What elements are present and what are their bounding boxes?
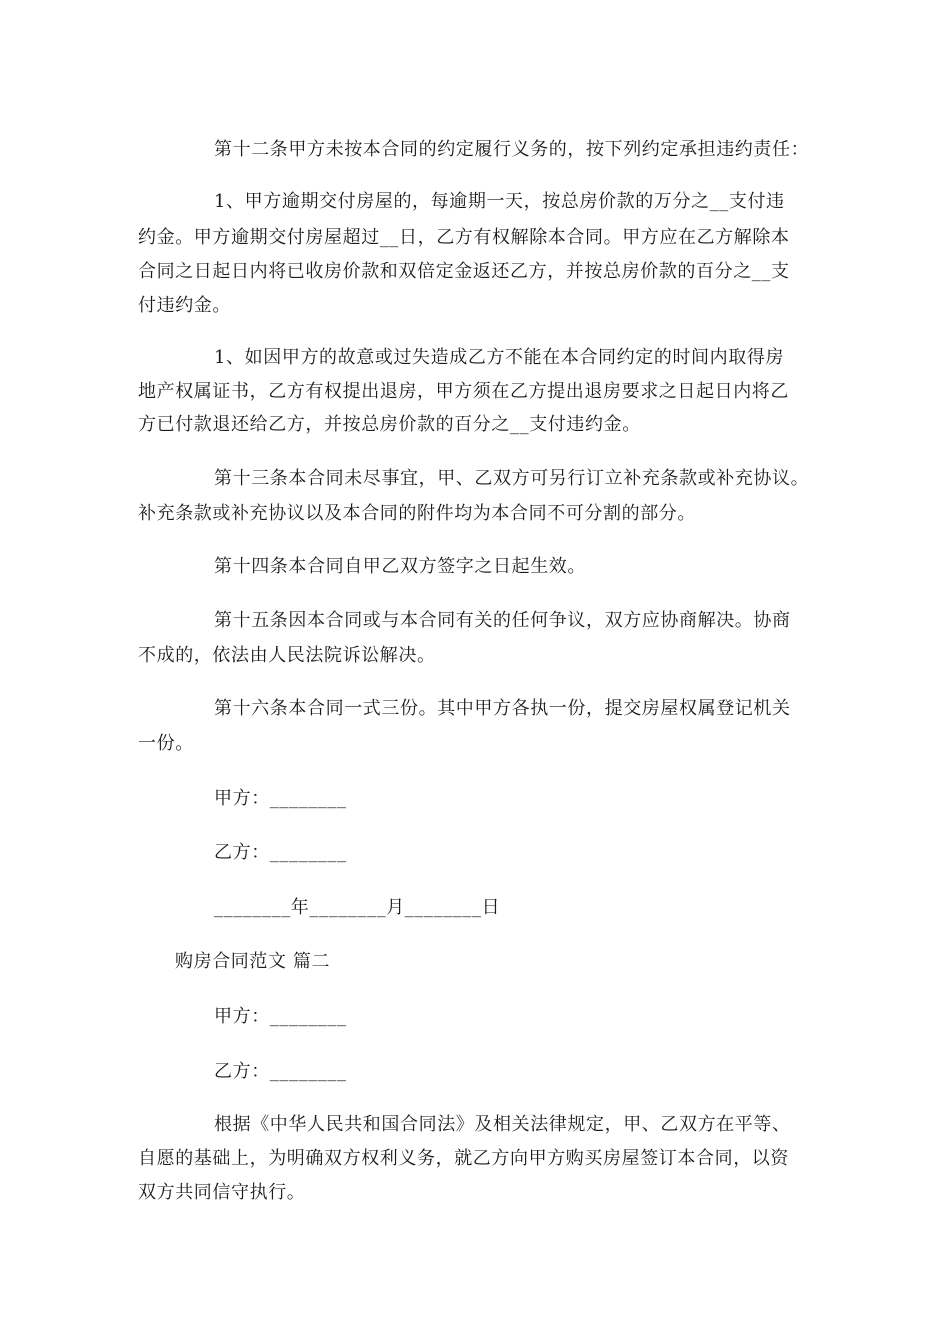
- article-12-item2-line2: 地产权属证书，乙方有权提出退房，甲方须在乙方提出退房要求之日起日内将乙: [138, 381, 789, 402]
- article-12-item1-line4: 付违约金。: [138, 295, 231, 316]
- article-15-line1: 第十五条因本合同或与本合同有关的任何争议，双方应协商解决。协商: [214, 610, 791, 631]
- section-2-preamble-line1: 根据《中华人民共和国合同法》及相关法律规定，甲、乙双方在平等、: [214, 1114, 791, 1135]
- article-15-line2: 不成的，依法由人民法院诉讼解决。: [138, 645, 436, 666]
- section-2-preamble-line3: 双方共同信守执行。: [138, 1182, 306, 1203]
- signature-date: ________年________月________日: [214, 897, 501, 918]
- section-2-title: 购房合同范文 篇二: [175, 951, 331, 972]
- article-12-heading: 第十二条甲方未按本合同的约定履行义务的，按下列约定承担违约责任：: [214, 139, 810, 160]
- article-13-line1: 第十三条本合同未尽事宜，甲、乙双方可另行订立补充条款或补充协议。: [214, 468, 810, 489]
- article-12-item1-line1: 1、甲方逾期交付房屋的，每逾期一天，按总房价款的万分之__支付违: [214, 191, 785, 212]
- article-12-item1-line3: 合同之日起日内将已收房价款和双倍定金返还乙方，并按总房价款的百分之__支: [138, 261, 790, 282]
- signature-party-a: 甲方：________: [214, 788, 347, 809]
- signature-party-b: 乙方：________: [214, 842, 347, 863]
- article-16-line2: 一份。: [138, 733, 194, 754]
- article-12-item2-line1: 1、如因甲方的故意或过失造成乙方不能在本合同约定的时间内取得房: [214, 347, 785, 368]
- article-12-item2-line3: 方已付款退还给乙方，并按总房价款的百分之__支付违约金。: [138, 414, 641, 435]
- article-16-line1: 第十六条本合同一式三份。其中甲方各执一份，提交房屋权属登记机关: [214, 698, 791, 719]
- section-2-preamble-line2: 自愿的基础上，为明确双方权利义务，就乙方向甲方购买房屋签订本合同，以资: [138, 1148, 789, 1169]
- article-12-item1-line2: 约金。甲方逾期交付房屋超过__日，乙方有权解除本合同。甲方应在乙方解除本: [138, 227, 790, 248]
- article-14: 第十四条本合同自甲乙双方签字之日起生效。: [214, 556, 586, 577]
- section-2-party-a: 甲方：________: [214, 1006, 347, 1027]
- section-2-party-b: 乙方：________: [214, 1061, 347, 1082]
- article-13-line2: 补充条款或补充协议以及本合同的附件均为本合同不可分割的部分。: [138, 503, 696, 524]
